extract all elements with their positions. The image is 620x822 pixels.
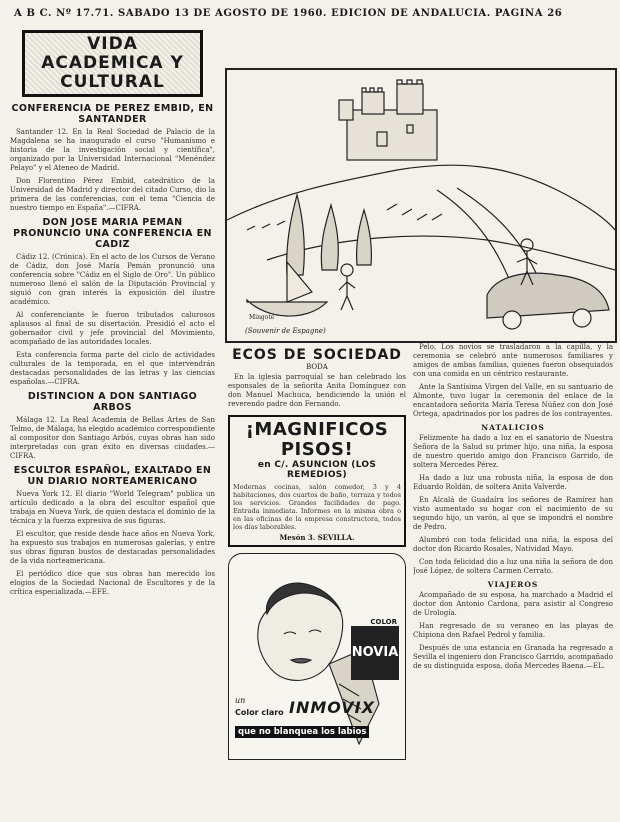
lipstick-ad bbox=[228, 553, 406, 760]
article-paragraph: El escultor, que reside desde hace años en Nueva York, ha expuesto sus trabajos en numerosas galerías, y entre sus obras figuran bustos de destacadas personalidades de la vida norteamericana. bbox=[10, 530, 215, 565]
society-paragraph: Pelo. Los novios se trasladaron a la capilla, y la ceremonia se celebró ante numerosos familiares y amigos de ambas familias, quienes fueron obsequiados con una comida en un céntrico restaurante. bbox=[413, 343, 613, 378]
ad-body: Modernas cocinas, salón comedor, 3 y 4 habitaciones, dos cuartos de baño, terraza y todos los servicios. Grandes facilidades de pago. Entrada inmediata. Informes en la misma obra o en las oficinas de la empresa constructora, todos los días laborables. bbox=[233, 483, 401, 531]
viajero-item: Acompañado de su esposa, ha marchado a Madrid el doctor don Antonio Cardona, para asistir al Congreso de Urología. bbox=[413, 591, 613, 617]
article-headline: ESCULTOR ESPAÑOL, EXALTADO EN UN DIARIO NORTEAMERICANO bbox=[13, 465, 212, 487]
natalicio-item: Alumbró con toda felicidad una niña, la esposa del doctor don Ricardo Rosales, Natividad Mayo. bbox=[413, 536, 613, 553]
article-headline: DON JOSE MARIA PEMAN PRONUNCIO UNA CONFERENCIA EN CADIZ bbox=[13, 217, 212, 250]
apartments-ad bbox=[228, 415, 406, 547]
article-paragraph: Cádiz 12. (Crónica). En el acto de los Cursos de Verano de Cádiz, don José María Pemán pronunció una conferencia sobre "Cádiz en el Siglo de Oro". Un público numeroso llenó el salón de la Diputación Provincial y siguió con gran interés la exposición del ilustre académico. bbox=[10, 253, 215, 306]
cartoon-illustration bbox=[225, 68, 617, 343]
column-society bbox=[228, 343, 406, 813]
column-society-continued bbox=[413, 343, 613, 813]
page-header: A B C. Nº 17.71. SABADO 13 DE AGOSTO DE 1960. EDICION DE ANDALUCIA. PAGINA 26 bbox=[14, 8, 563, 19]
lipstick-inmovix: INMOVIX bbox=[289, 698, 375, 717]
castle-cartoon-drawing bbox=[227, 70, 615, 341]
article-paragraph: Málaga 12. La Real Academia de Bellas Artes de San Telmo, de Málaga, ha elegido académico correspondiente al compositor don Santiago Arbós, cuyas obras han sido interpretadas con gran éxito en diversas ciudades.—CIFRA. bbox=[10, 416, 215, 460]
column-academic bbox=[10, 28, 215, 818]
ad-subheadline: en C/. ASUNCION (LOS REMEDIOS) bbox=[257, 460, 377, 480]
cartoon-caption: (Souvenir de Espagne) bbox=[245, 327, 326, 335]
article-paragraph: Nueva York 12. El diario "World Telegram" publica un artículo dedicado a la obra del escultor español que trabaja en Nueva York, de quien destaca el dominio de la técnica y la fuerza expresiva de sus figuras. bbox=[10, 490, 215, 525]
boda-subtitle: BODA bbox=[306, 363, 328, 371]
article-paragraph: Don Florentino Pérez Embid, catedrático de la Universidad de Madrid y director del citado Curso, dio la primera de las conferencias, con el tema "Ciencia de nuestro tiempo en España".—CIFRA. bbox=[10, 177, 215, 212]
natalicios-title: NATALICIOS bbox=[481, 423, 545, 432]
lipstick-un: un bbox=[235, 696, 246, 705]
lipstick-color-claro: Color claro bbox=[235, 708, 284, 717]
lipstick-brand: NOVIA bbox=[351, 626, 399, 680]
society-paragraph: Ante la Santísima Virgen del Valle, en su santuario de Almonte, tuvo lugar la ceremonia del enlace de la encantadora señorita María Teresa Núñez con don José Ortega, apadrinados por los padres de los contrayentes. bbox=[413, 383, 613, 418]
viajero-item: Han regresado de su veraneo en las playas de Chipiona don Rafael Pedrol y familia. bbox=[413, 622, 613, 639]
ad-contact: Mesón 3. SEVILLA. bbox=[279, 533, 355, 542]
ad-headline: ¡MAGNIFICOS PISOS! bbox=[245, 419, 389, 460]
artist-signature: Mingote bbox=[249, 314, 275, 321]
lipstick-color-label: COLOR bbox=[370, 618, 397, 626]
viajeros-title: VIAJEROS bbox=[487, 580, 539, 589]
article-paragraph: Al conferenciante le fueron tributados calurosos aplausos al final de su disertación. Presidió el acto el gobernador civil y jefe provincial del Movimiento, acompañado de las autoridades locales. bbox=[10, 311, 215, 346]
lipstick-tagline: que no blanquea los labios bbox=[235, 726, 369, 738]
society-title: ECOS DE SOCIEDAD bbox=[232, 347, 402, 363]
society-intro: En la iglesia parroquial se han celebrado los esponsales de la señorita Anita Domínguez con don Manuel Machuca, bendiciendo la unión el reverendo padre don Fernando. bbox=[228, 373, 406, 408]
article-headline: DISTINCION A DON SANTIAGO ARBOS bbox=[27, 391, 198, 413]
viajero-item: Después de una estancia en Granada ha regresado a Sevilla el ingeniero don Francisco Garrido, acompañado de su distinguida esposa, doña Mercedes Baena.—EL. bbox=[413, 644, 613, 670]
natalicio-item: En Alcalá de Guadaíra los señores de Ramírez han visto aumentado su hogar con el nacimiento de su segundo hijo, un varón, al que se impondrá el nombre de Pedro. bbox=[413, 496, 613, 531]
natalicio-item: Ha dado a luz una robusta niña, la esposa de don Eduardo Roldán, de soltera Anita Valverde. bbox=[413, 474, 613, 491]
natalicio-item: Con toda felicidad dio a luz una niña la señora de don José López, de soltera Carmen Cerrato. bbox=[413, 558, 613, 575]
article-paragraph: Santander 12. En la Real Sociedad de Palacio de la Magdalena se ha inaugurado el curso "Humanismo e historia de la investigación social y científica", organizado por la Universidad Internacional "Menéndez Pelayo" y el Ateneo de Madrid. bbox=[10, 128, 215, 172]
section-title: VIDA ACADEMICA Y CULTURAL bbox=[22, 30, 203, 97]
article-headline: CONFERENCIA DE PEREZ EMBID, EN SANTANDER bbox=[11, 103, 214, 125]
article-paragraph: Esta conferencia forma parte del ciclo de actividades culturales de la temporada, en el que intervendrán destacadas personalidades de las letras y las ciencias españolas.—CIFRA. bbox=[10, 351, 215, 386]
article-paragraph: El periódico dice que sus obras han merecido los elogios de la Sociedad Nacional de Escultores y de la crítica especializada.—EFE. bbox=[10, 570, 215, 596]
natalicio-item: Felizmente ha dado a luz en el sanatorio de Nuestra Señora de la Salud su primer hijo, una niña, la esposa de nuestro querido amigo don Francisco Garrido, de soltera Mercedes Pérez. bbox=[413, 434, 613, 469]
